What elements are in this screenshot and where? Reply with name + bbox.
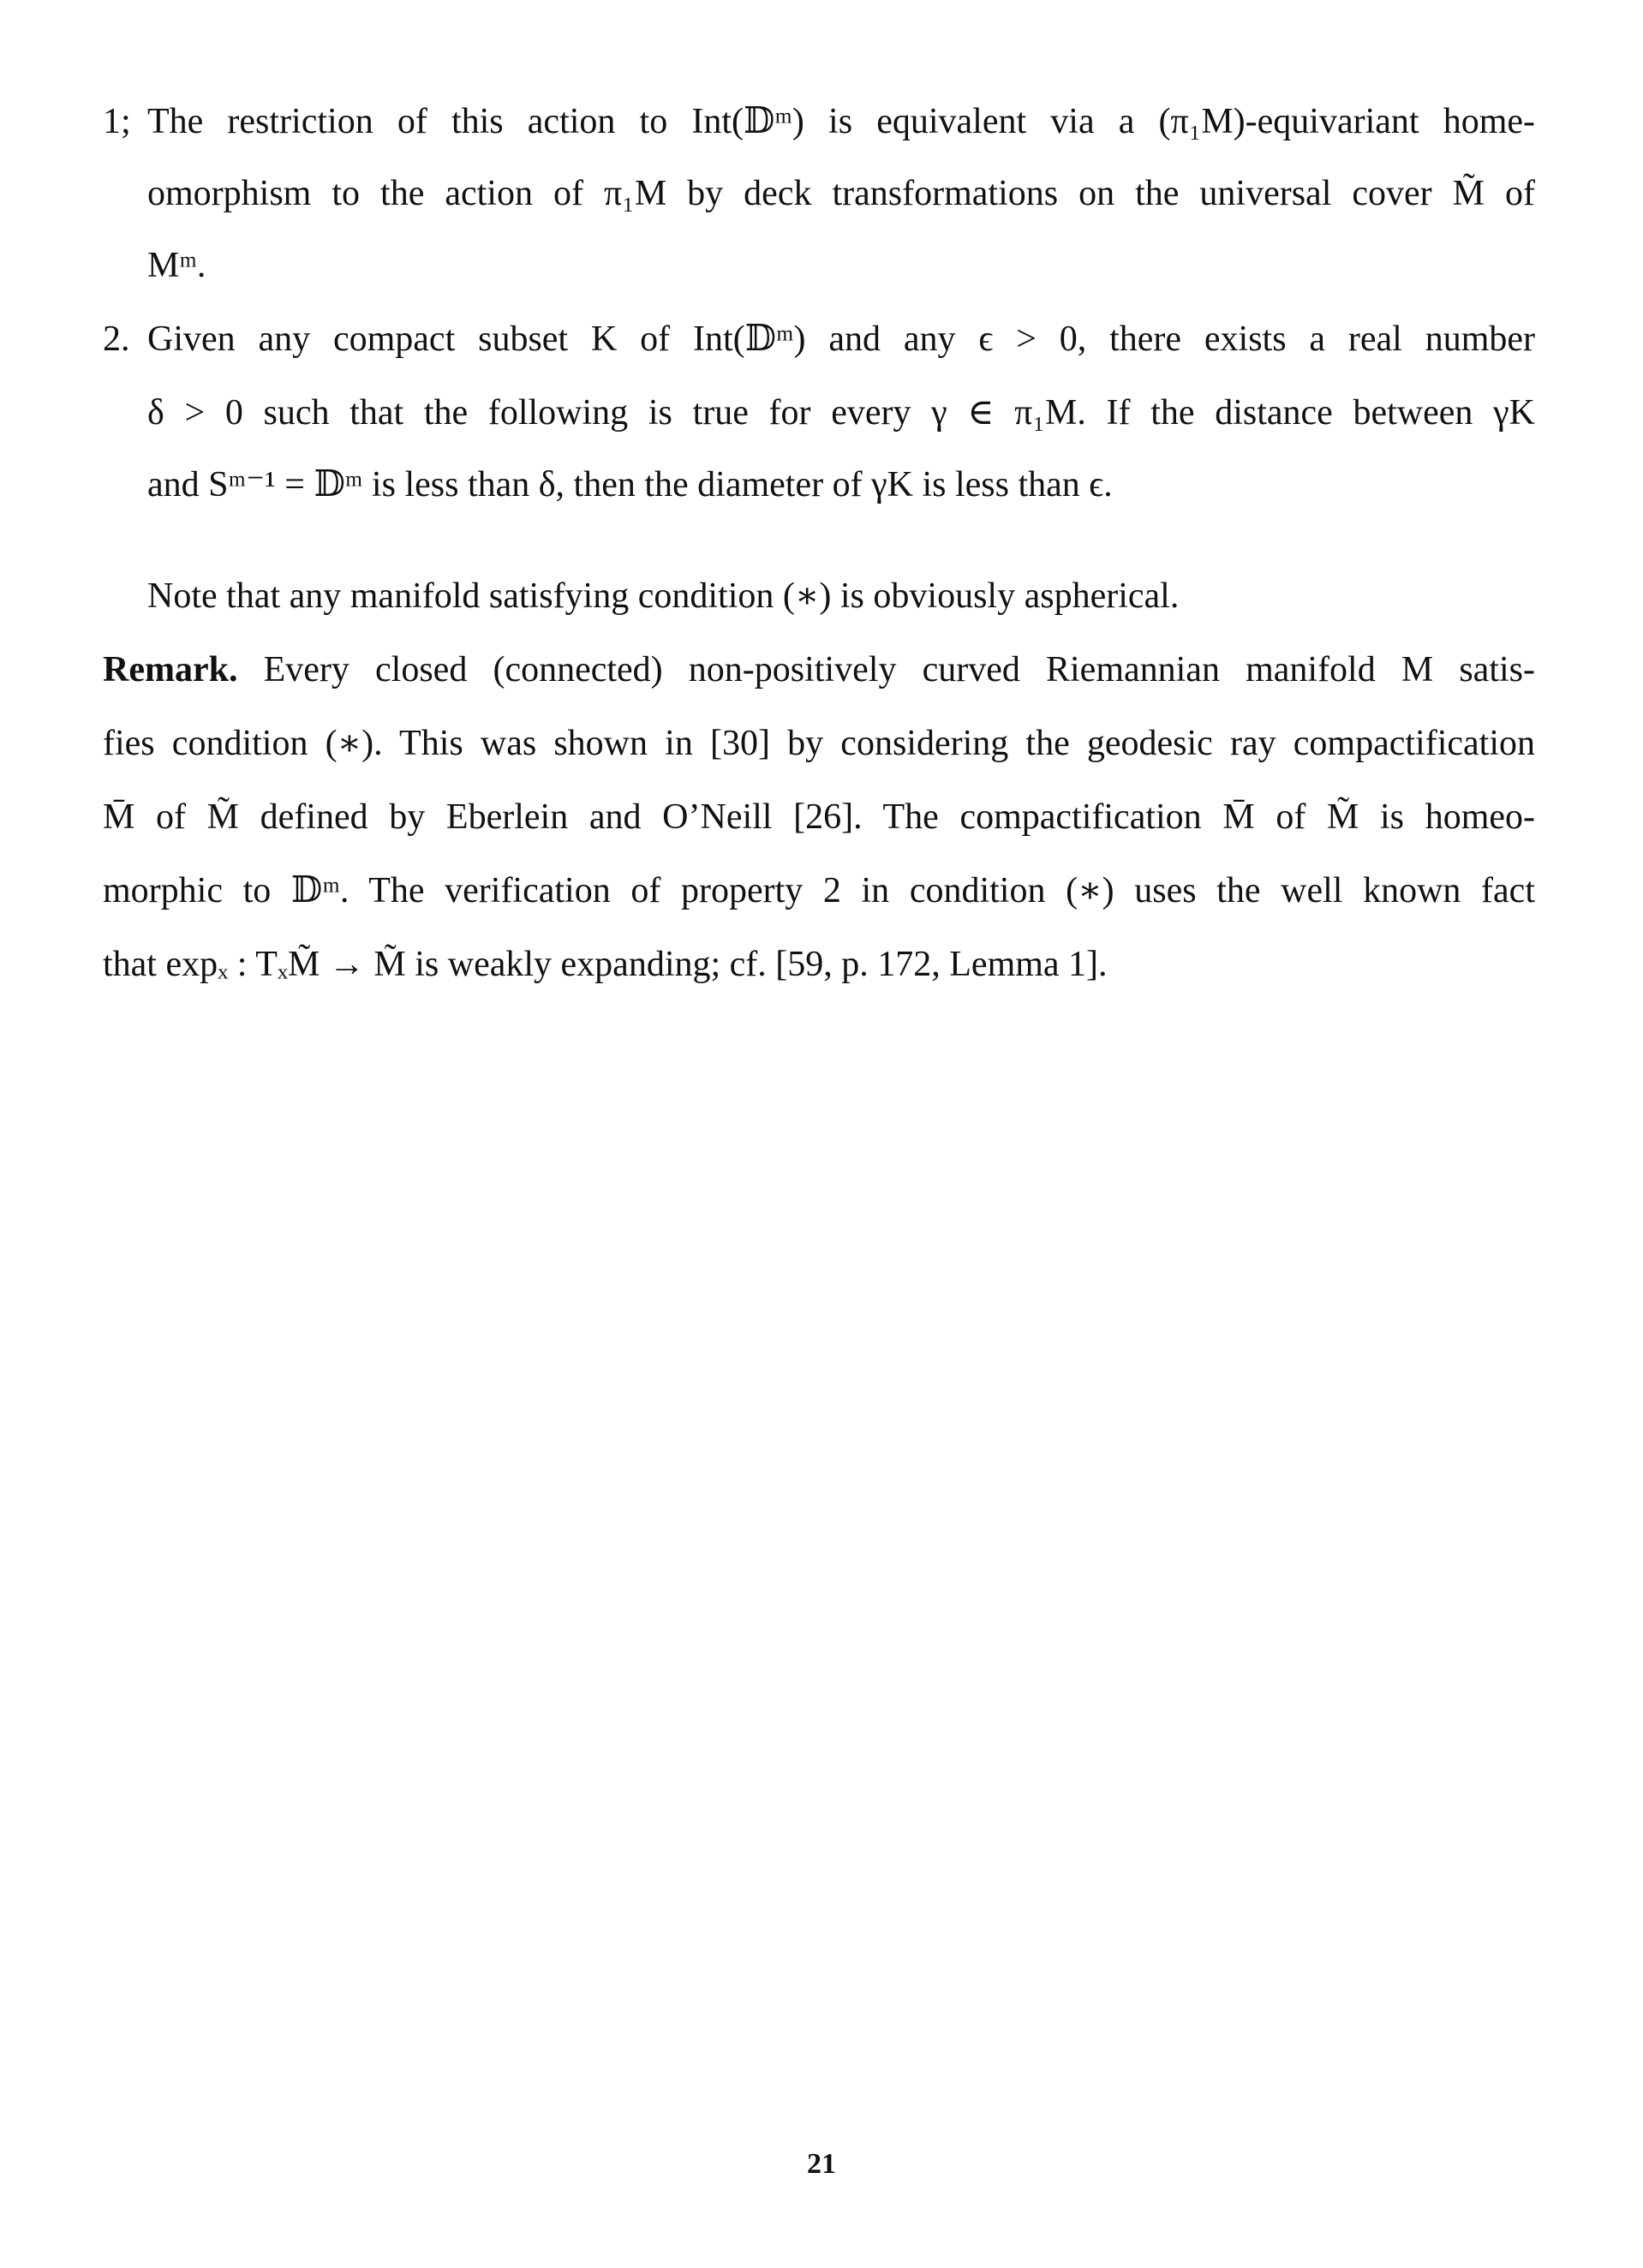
note-paragraph: Note that any manifold satisfying condition (∗) is obviously aspherical. — [147, 576, 1180, 616]
remark-line-2: fies condition (∗). This was shown in [30] by considering the geodesic ray compactification — [103, 724, 1535, 763]
item-2-line-3: and Sᵐ⁻¹ = 𝔻ᵐ is less than δ, then the diameter of γK is less than ϵ. — [147, 465, 1113, 504]
item-2-line-2: δ > 0 such that the following is true for every γ ∈ π₁M. If the distance between γK — [147, 393, 1535, 433]
remark-line-4: morphic to 𝔻ᵐ. The verification of property 2 in condition (∗) uses the well known fact — [103, 871, 1535, 910]
remark-line-5: that expₓ : TₓM̃ → M̃ is weakly expanding; cf. [59, p. 172, Lemma 1]. — [103, 945, 1108, 984]
item-2-number: 2. — [103, 319, 130, 359]
remark-first-line — [103, 644, 1535, 695]
remark-label: Remark. — [103, 650, 238, 689]
item-1-number: 1; — [103, 102, 131, 141]
item-1-line-3: Mᵐ. — [147, 246, 206, 285]
item-2-line-1: Given any compact subset K of Int(𝔻ᵐ) and any ϵ > 0, there exists a real number — [147, 319, 1535, 359]
remark-line-3: M̄ of M̃ defined by Eberlein and O’Neill [26]. The compactification M̄ of M̃ is homeo- — [103, 797, 1535, 837]
page-number: 21 — [807, 2148, 836, 2180]
item-1-line-2: omorphism to the action of π₁M by deck transformations on the universal cover M̃ of — [147, 174, 1535, 213]
remark-first-line-text: Every closed (connected) non-positively curved Riemannian manifold M satis- — [263, 650, 1535, 689]
item-1-line-1: The restriction of this action to Int(𝔻ᵐ) is equivalent via a (π₁M)-equivariant home- — [147, 102, 1535, 141]
